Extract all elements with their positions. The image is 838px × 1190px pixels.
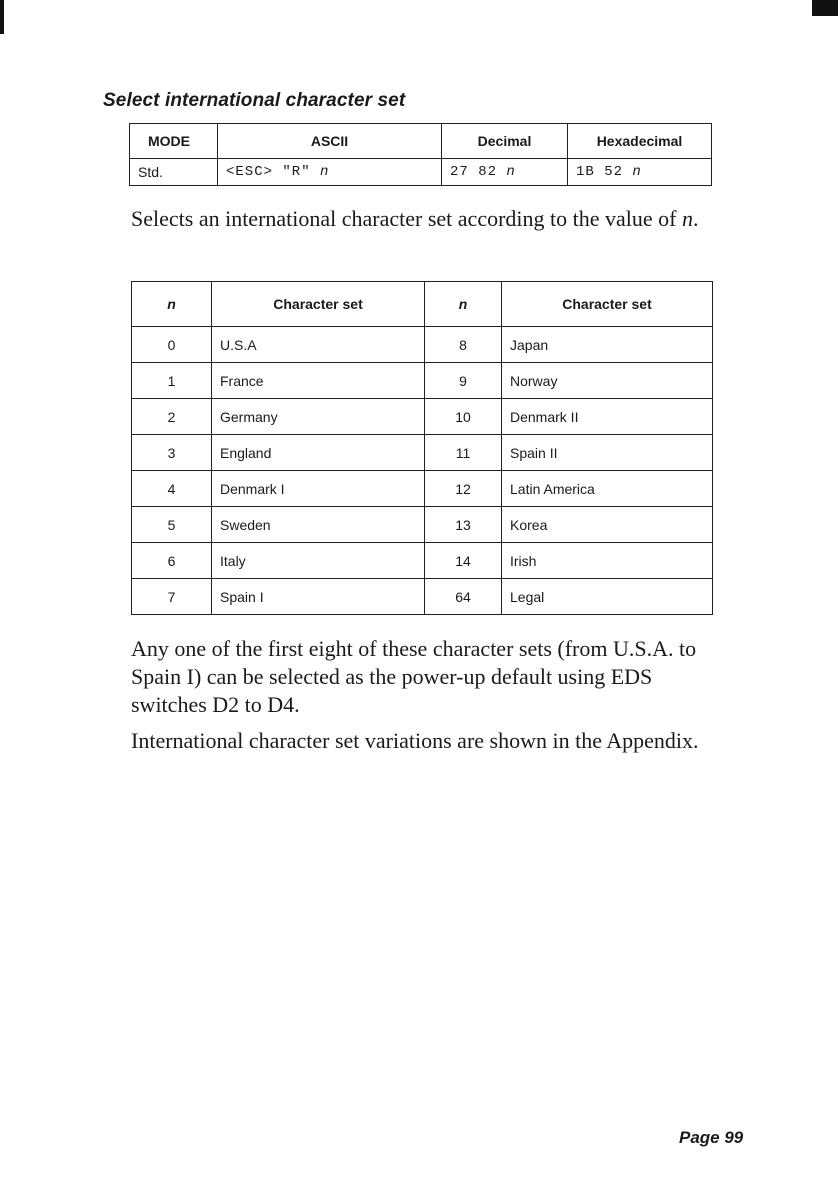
- command-table-header-row: [130, 124, 712, 159]
- character-set-row: [132, 507, 713, 543]
- set-name-right: Latin America: [502, 471, 713, 507]
- character-set-row: [132, 471, 713, 507]
- hex-code: 1B 52: [576, 164, 633, 180]
- set-name-left: Spain I: [212, 579, 425, 615]
- set-number-left: 6: [132, 543, 212, 579]
- command-table-row: [130, 159, 712, 186]
- description-var: n: [681, 206, 693, 231]
- set-name-left: Sweden: [212, 507, 425, 543]
- description-end: .: [692, 206, 699, 231]
- set-name-left: England: [212, 435, 425, 471]
- set-name-right: Legal: [502, 579, 713, 615]
- command-table: [129, 123, 712, 186]
- set-number-left: 0: [132, 327, 212, 363]
- set-number-left: 4: [132, 471, 212, 507]
- set-number-right: 9: [425, 363, 502, 399]
- header-decimal: Decimal: [442, 124, 568, 159]
- set-name-left: Denmark I: [212, 471, 425, 507]
- character-set-header-row: [132, 282, 713, 327]
- description-paragraph: [131, 205, 731, 233]
- set-number-left: 1: [132, 363, 212, 399]
- decimal-var: n: [506, 164, 516, 180]
- set-number-right: 8: [425, 327, 502, 363]
- set-number-right: 10: [425, 399, 502, 435]
- ascii-var: n: [320, 164, 330, 180]
- header-ascii: ASCII: [218, 124, 442, 159]
- scan-edge-mark-right: [812, 0, 838, 16]
- set-number-right: 14: [425, 543, 502, 579]
- set-name-right: Denmark II: [502, 399, 713, 435]
- set-name-left: France: [212, 363, 425, 399]
- cell-decimal: [442, 159, 568, 186]
- header-mode: MODE: [130, 124, 218, 159]
- character-set-row: [132, 579, 713, 615]
- cell-hexadecimal: [568, 159, 712, 186]
- section-heading: Select international character set: [103, 90, 406, 111]
- set-name-right: Irish: [502, 543, 713, 579]
- cell-mode: Std.: [130, 159, 218, 186]
- character-set-row: [132, 327, 713, 363]
- set-number-right: 13: [425, 507, 502, 543]
- set-name-left: Germany: [212, 399, 425, 435]
- variations-paragraph: International character set variations are shown in the Appendix.: [131, 728, 699, 753]
- cell-ascii: [218, 159, 442, 186]
- page-number: Page 99: [679, 1128, 744, 1147]
- hex-var: n: [632, 164, 642, 180]
- character-set-row: [132, 435, 713, 471]
- set-name-right: Japan: [502, 327, 713, 363]
- set-number-left: 2: [132, 399, 212, 435]
- header-n-right: n: [425, 282, 502, 327]
- header-hexadecimal: Hexadecimal: [568, 124, 712, 159]
- set-name-right: Spain II: [502, 435, 713, 471]
- set-number-left: 3: [132, 435, 212, 471]
- set-number-right: 64: [425, 579, 502, 615]
- set-name-left: Italy: [212, 543, 425, 579]
- set-name-left: U.S.A: [212, 327, 425, 363]
- description-text: Selects an international character set according to the value of: [131, 206, 682, 231]
- set-number-right: 11: [425, 435, 502, 471]
- header-set-left: Character set: [212, 282, 425, 327]
- character-set-row: [132, 363, 713, 399]
- set-name-right: Korea: [502, 507, 713, 543]
- ascii-code: <ESC> "R": [226, 164, 321, 180]
- scan-edge-mark-left: [0, 0, 4, 34]
- character-set-rows: [132, 327, 713, 615]
- character-set-table: [131, 281, 713, 615]
- set-number-left: 5: [132, 507, 212, 543]
- header-set-right: Character set: [502, 282, 713, 327]
- set-number-right: 12: [425, 471, 502, 507]
- header-n-left: n: [132, 282, 212, 327]
- character-set-row: [132, 543, 713, 579]
- set-number-left: 7: [132, 579, 212, 615]
- default-paragraph: Any one of the first eight of these character sets (from U.S.A. to Spain I) can be selected as the power-up default using EDS switches D2 to D4.: [131, 636, 697, 717]
- character-set-row: [132, 399, 713, 435]
- set-name-right: Norway: [502, 363, 713, 399]
- decimal-code: 27 82: [450, 164, 507, 180]
